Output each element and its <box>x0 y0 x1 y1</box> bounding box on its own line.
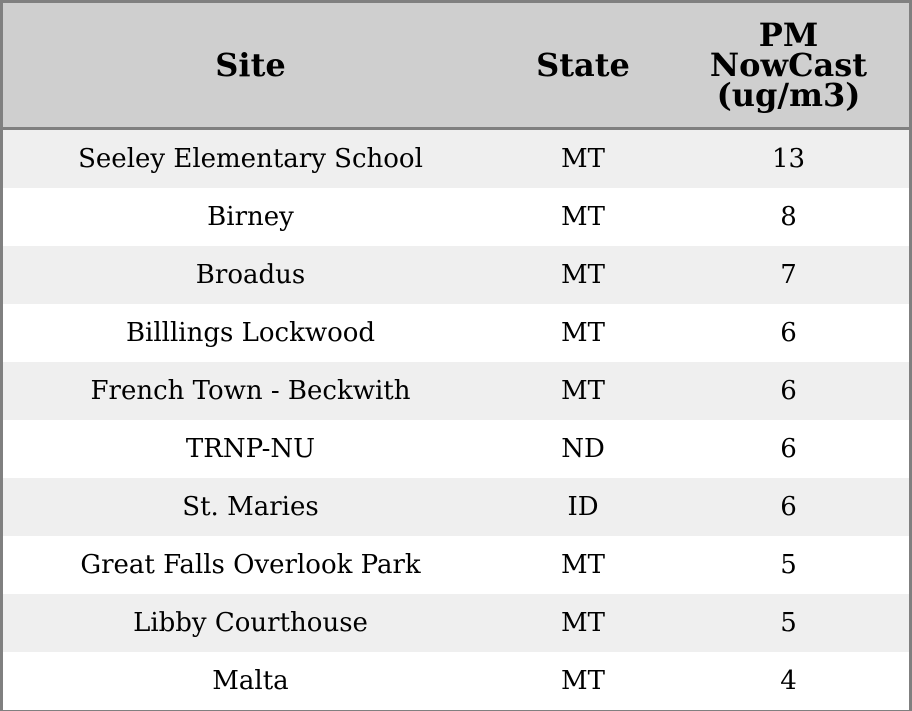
cell-state: MT <box>498 129 668 189</box>
header-pm-line3: (ug/m3) <box>716 76 861 114</box>
cell-pm: 6 <box>668 478 909 536</box>
cell-pm: 13 <box>668 129 909 189</box>
cell-state: MT <box>498 304 668 362</box>
cell-state: MT <box>498 188 668 246</box>
pm-nowcast-table <box>3 3 909 710</box>
header-pm-line2: NowCast <box>709 46 868 84</box>
table-row <box>3 246 909 304</box>
cell-site: Great Falls Overlook Park <box>3 536 498 594</box>
header-state: State <box>498 3 668 129</box>
cell-state: ID <box>498 478 668 536</box>
cell-state: MT <box>498 594 668 652</box>
cell-site: Seeley Elementary School <box>3 129 498 189</box>
table-row <box>3 652 909 710</box>
cell-state: MT <box>498 362 668 420</box>
header-site: Site <box>3 3 498 129</box>
cell-site: Billlings Lockwood <box>3 304 498 362</box>
cell-pm: 7 <box>668 246 909 304</box>
table-body <box>3 129 909 711</box>
cell-site: Malta <box>3 652 498 710</box>
table-row <box>3 420 909 478</box>
table-row <box>3 362 909 420</box>
cell-pm: 6 <box>668 420 909 478</box>
cell-site: Birney <box>3 188 498 246</box>
cell-site: TRNP-NU <box>3 420 498 478</box>
table-row <box>3 478 909 536</box>
header-pm-line1: PM <box>758 16 819 54</box>
header-row <box>3 3 909 129</box>
cell-pm: 5 <box>668 594 909 652</box>
table-row <box>3 594 909 652</box>
cell-state: MT <box>498 246 668 304</box>
cell-pm: 6 <box>668 304 909 362</box>
cell-pm: 6 <box>668 362 909 420</box>
cell-site: French Town - Beckwith <box>3 362 498 420</box>
table-row <box>3 188 909 246</box>
table-row <box>3 304 909 362</box>
table-row <box>3 536 909 594</box>
cell-site: Libby Courthouse <box>3 594 498 652</box>
cell-state: ND <box>498 420 668 478</box>
cell-pm: 5 <box>668 536 909 594</box>
cell-state: MT <box>498 652 668 710</box>
cell-pm: 4 <box>668 652 909 710</box>
header-pm-nowcast <box>668 3 909 129</box>
table-row <box>3 129 909 189</box>
table-header <box>3 3 909 129</box>
cell-state: MT <box>498 536 668 594</box>
cell-site: St. Maries <box>3 478 498 536</box>
cell-pm: 8 <box>668 188 909 246</box>
cell-site: Broadus <box>3 246 498 304</box>
